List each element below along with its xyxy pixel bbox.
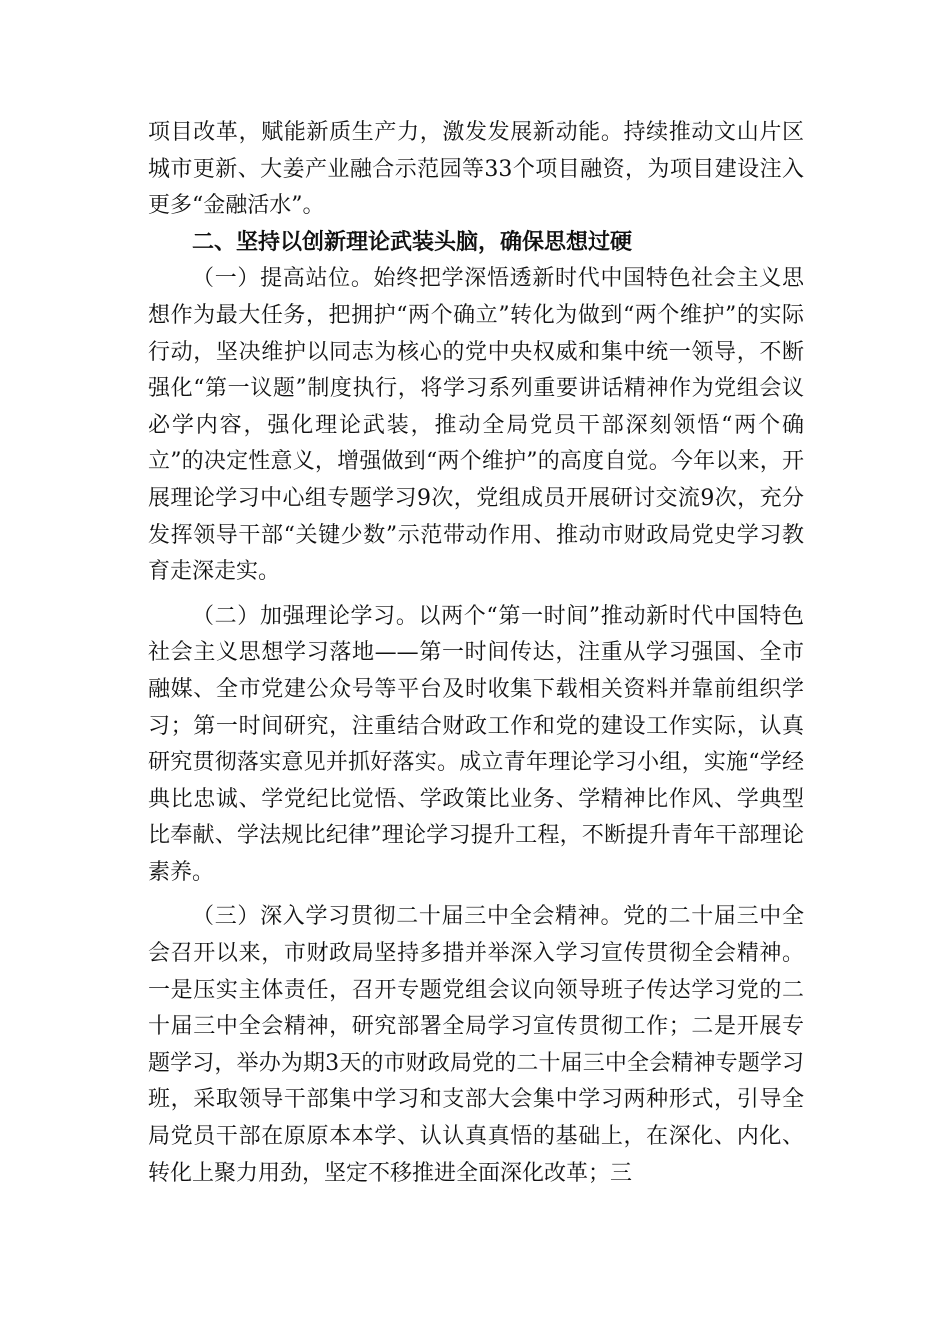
section-heading: 二、坚持以创新理论武装头脑，确保思想过硬 [192,229,633,255]
item-paragraph-3 [148,899,804,1192]
item-body-2: 以两个“第一时间”推动新时代中国特色社会主义思想学习落地——第一时间传达，注重从学习强国、全市融媒、全市党建公众号等平台及时收集下载相关资料并靠前组织学习；第一时间研究，注重结合财政工作和党的建设工作实际，认真研究贯彻落实意见并抓好落实。成立青年理论学习小组，实施“学经典比忠诚、学党纪比觉悟、学政策比业务、学精神比作风、学典型比奉献、学法规比纪律”理论学习提升工程，不断提升青年干部理论素养。 [148,603,804,885]
document-page [148,115,804,1192]
item-paragraph-1 [148,261,804,590]
item-lead-3: （三）深入学习贯彻二十届三中全会精神。 [192,904,624,930]
intro-paragraph: 项目改革，赋能新质生产力，激发发展新动能。持续推动文山片区城市更新、大姜产业融合示范园等33个项目融资，为项目建设注入更多“金融活水”。 [148,120,804,219]
item-body-1: 始终把学深悟透新时代中国特色社会主义思想作为最大任务，把拥护“两个确立”转化为做到“两个维护”的实际行动，坚决维护以同志为核心的党中央权威和集中统一领导，不断强化“第一议题”制度执行，将学习系列重要讲话精神作为党组会议必学内容，强化理论武装，推动全局党员干部深刻领悟“两个确立”的决定性意义，增强做到“两个维护”的高度自觉。今年以来，开展理论学习中心组专题学习9次，党组成员开展研讨交流9次，充分发挥领导干部“关键少数”示范带动作用、推动市财政局党史学习教育走深走实。 [148,266,804,585]
item-paragraph-2 [148,599,804,892]
item-body-3: 党的二十届三中全会召开以来，市财政局坚持多措并举深入学习宣传贯彻全会精神。一是压实主体责任，召开专题党组会议向领导班子传达学习党的二十届三中全会精神，研究部署全局学习宣传贯彻工作；二是开展专题学习，举办为期3天的市财政局党的二十届三中全会精神专题学习班，采取领导干部集中学习和支部大会集中学习两种形式，引导全局党员干部在原原本本学、认认真真悟的基础上，在深化、内化、转化上聚力用劲，坚定不移推进全面深化改革；三 [148,904,804,1186]
item-lead-1: （一）提高站位。 [192,266,374,292]
item-lead-2: （二）加强理论学习。 [192,603,419,629]
